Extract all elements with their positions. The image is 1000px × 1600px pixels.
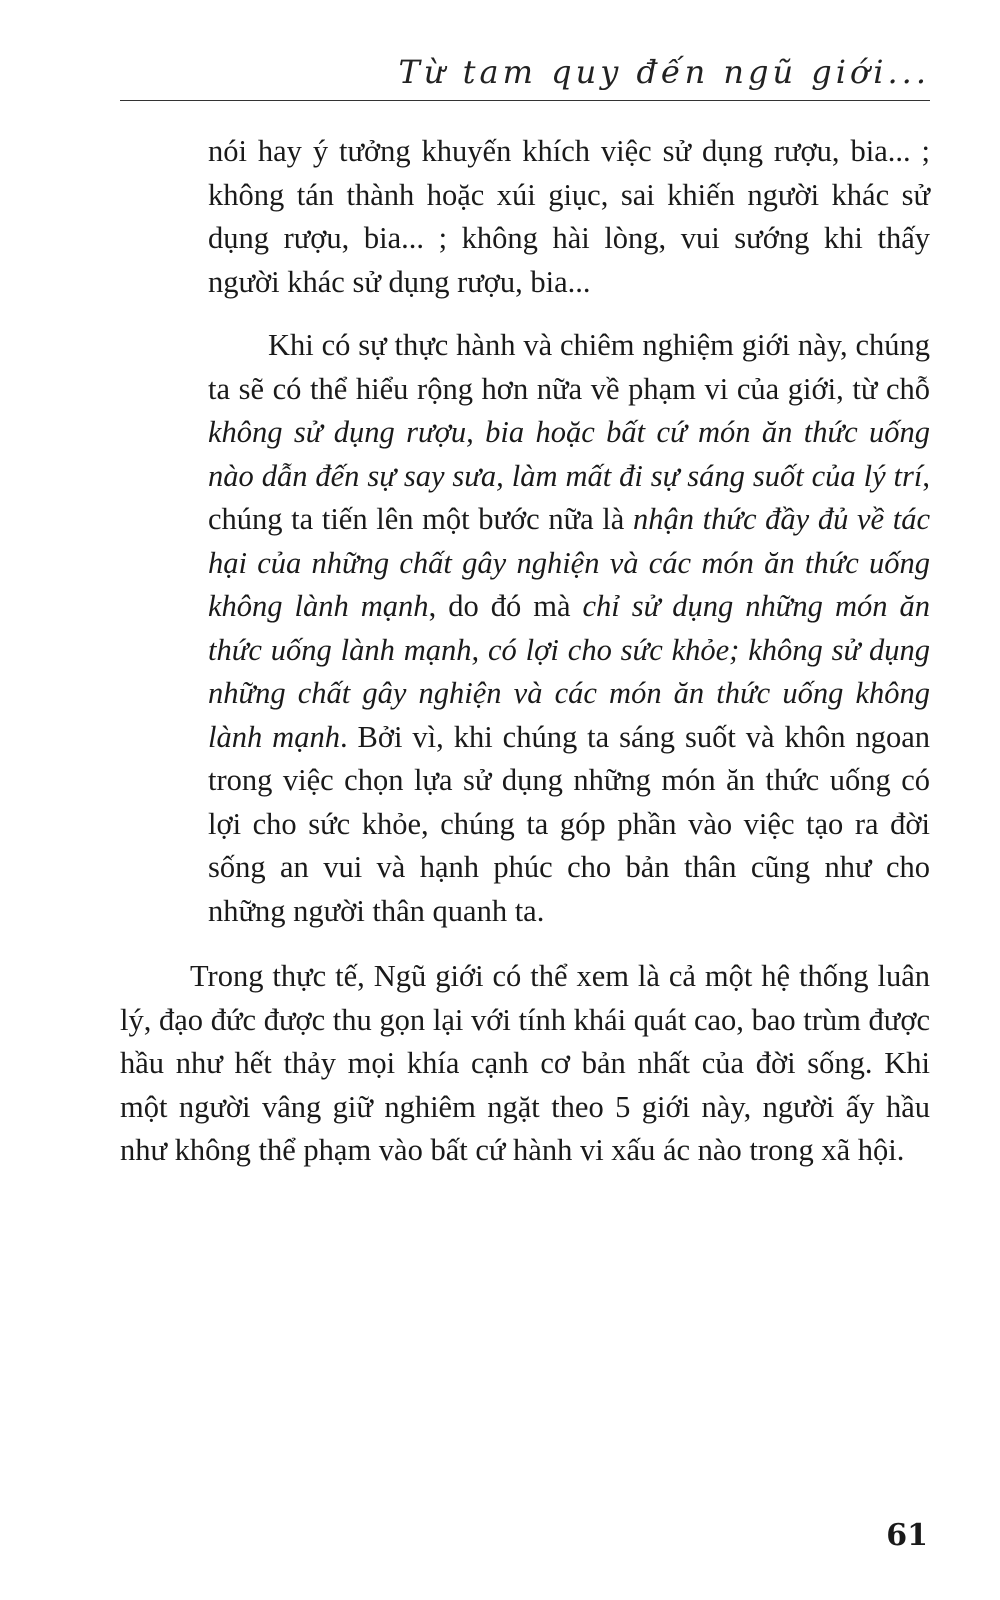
paragraph-continuation: nói hay ý tưởng khuyến khích việc sử dụng rượu, bia... ; không tán thành hoặc xúi giục, sai khiến người khác sử dụng rượu, bia... ; không hài lòng, vui sướng khi thấy người khác sử dụng rượu, bia... xyxy=(208,134,930,299)
text-run: Khi có sự thực hành và chiêm nghiệm giới này, chúng ta sẽ có thể hiểu rộng hơn nữa về phạm vi của giới, từ chỗ xyxy=(208,328,930,406)
page-number: 61 xyxy=(886,1518,928,1553)
page-body xyxy=(120,130,930,1173)
paragraph-summary: Trong thực tế, Ngũ giới có thể xem là cả một hệ thống luân lý, đạo đức được thu gọn lại với tính khái quát cao, bao trùm được hầu như hết thảy mọi khía cạnh cơ bản nhất của đời sống. Khi một người vâng giữ nghiêm ngặt theo 5 giới này, người ấy hầu như không thể phạm vào bất cứ hành vi xấu ác nào trong xã hội. xyxy=(120,959,930,1167)
text-run: . Bởi vì, khi chúng ta sáng suốt và khôn ngoan trong việc chọn lựa sử dụng những món ăn thức uống có lợi cho sức khỏe, chúng ta góp phần vào việc tạo ra đời sống an vui và hạnh phúc cho bản thân cũng như cho những người thân quanh ta. xyxy=(208,719,930,928)
indented-text-block xyxy=(208,130,930,933)
italic-run: nhận thức đầy đủ về tác hại của những chất gây nghiện và các món ăn thức uống không lành mạnh xyxy=(208,502,930,623)
running-header-title: Từ tam quy đến ngũ giới... xyxy=(398,53,930,91)
text-run: , chúng ta tiến lên một bước nữa là xyxy=(208,458,930,536)
italic-run: không sử dụng rượu, bia hoặc bất cứ món ăn thức uống nào dẫn đến sự say sưa, làm mất đi sự sáng suốt của lý trí xyxy=(208,415,930,493)
italic-run: chỉ sử dụng những món ăn thức uống lành mạnh, có lợi cho sức khỏe; không sử dụng những chất gây nghiện và các món ăn thức uống không lành mạnh xyxy=(208,589,930,754)
header-divider xyxy=(120,100,930,101)
paragraph-practice xyxy=(208,324,930,933)
text-run: , do đó mà xyxy=(428,589,583,623)
